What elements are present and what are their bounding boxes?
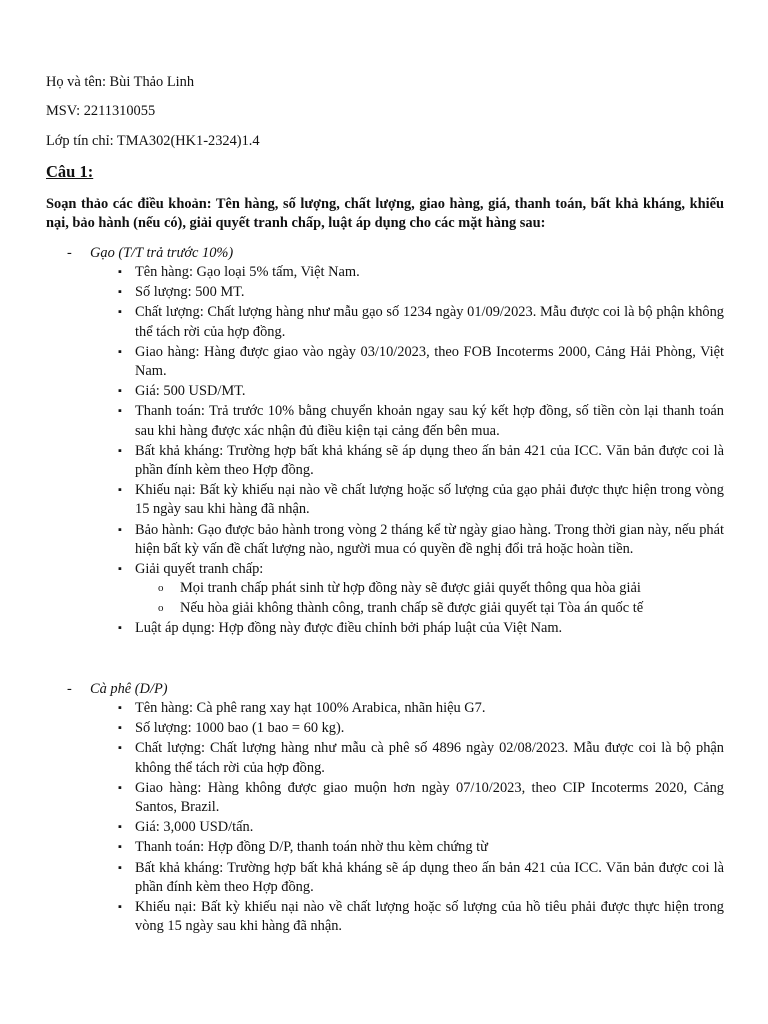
question-task: Soạn thảo các điều khoản: Tên hàng, số lượng, chất lượng, giao hàng, giá, thanh toán, bất khả kháng, khiếu nại, bảo hành (nếu có), giải quyết tranh chấp, luật áp dụng cho các mặt hàng sau: (46, 196, 724, 231)
bullet-icon: ▪ (118, 861, 122, 874)
list-item (158, 579, 724, 598)
list-item (118, 283, 724, 302)
list-item (118, 859, 724, 897)
clause-text: Số lượng: 1000 bao (1 bao = 60 kg). (135, 720, 345, 737)
list-item (118, 699, 724, 718)
clause-text: Bảo hành: Gạo được bảo hành trong vòng 2 tháng kể từ ngày giao hàng. Trong thời gian này, nếu phát hiện bất kỳ vấn đề chất lượng nào, người mua có quyền đề nghị đổi trả hoặc hoàn tiền. (135, 521, 724, 557)
clause-text: Khiếu nại: Bất kỳ khiếu nại nào về chất lượng hoặc số lượng của hồ tiêu phải được thực hiện trong vòng 15 ngày sau khi hàng đã nhận. (135, 899, 724, 935)
clause-text: Giá: 500 USD/MT. (135, 383, 246, 400)
bullet-icon: ▪ (118, 484, 122, 497)
list-item (118, 263, 724, 282)
bullet-icon: ▪ (118, 722, 122, 735)
list-item (118, 303, 724, 341)
bullet-icon: ▪ (118, 345, 122, 358)
list-item (118, 898, 724, 936)
list-item (118, 382, 724, 401)
clause-text: Giao hàng: Hàng được giao vào ngày 03/10/2023, theo FOB Incoterms 2000, Cảng Hải Phòng, Việt Nam. (135, 343, 724, 380)
bullet-icon: ▪ (118, 405, 122, 418)
list-item (118, 560, 724, 618)
rice-clause-list (0, 263, 768, 638)
bullet-icon: ▪ (118, 742, 122, 755)
bullet-icon: ▪ (118, 523, 122, 536)
clause-text: Thanh toán: Hợp đồng D/P, thanh toán nhờ thu kèm chứng từ (135, 839, 488, 856)
clause-text: Chất lượng: Chất lượng hàng như mẫu gạo số 1234 ngày 01/09/2023. Mẫu được coi là bộ phận không thể tách rời của hợp đồng. (135, 304, 724, 340)
list-item (118, 739, 724, 777)
bullet-icon: ▪ (118, 385, 122, 398)
clause-text: Luật áp dụng: Hợp đồng này được điều chỉnh bởi pháp luật của Việt Nam. (135, 620, 563, 637)
dash-marker: - (67, 681, 72, 697)
bullet-icon: ▪ (118, 901, 122, 914)
list-item (118, 481, 724, 519)
list-item (118, 719, 724, 738)
clause-text: Giao hàng: Hàng không được giao muộn hơn ngày 07/10/2023, theo CIP Incoterms 2020, Cảng Santos, Brazil. (135, 779, 724, 816)
clause-text: Giải quyết tranh chấp: (135, 561, 264, 578)
bullet-icon: ▪ (118, 306, 122, 319)
clause-text: Tên hàng: Gạo loại 5% tấm, Việt Nam. (135, 264, 360, 280)
list-item (118, 779, 724, 817)
circle-bullet-icon: o (158, 582, 164, 595)
coffee-clause-list (0, 699, 768, 936)
bullet-icon: ▪ (118, 821, 122, 834)
clause-text: Bất khả kháng: Trường hợp bất khả kháng sẽ áp dụng theo ấn bản 421 của ICC. Văn bản được coi là phần đính kèm theo Hợp đồng. (135, 442, 724, 479)
clause-text: Khiếu nại: Bất kỳ khiếu nại nào về chất lượng hoặc số lượng của gạo phải được thực hiện trong vòng 15 ngày sau khi hàng đã nhận. (135, 482, 724, 518)
bullet-icon: ▪ (118, 563, 122, 576)
section-title-coffee: Cà phê (D/P) (90, 681, 168, 697)
list-item (118, 402, 724, 440)
list-item (158, 599, 724, 618)
circle-bullet-icon: o (158, 601, 164, 614)
subclause-text: Nếu hòa giải không thành công, tranh chấp sẽ được giải quyết tại Tòa án quốc tế (180, 599, 644, 616)
section-header (0, 679, 768, 699)
clause-text: Bất khả kháng: Trường hợp bất khả kháng sẽ áp dụng theo ấn bản 421 của ICC. Văn bản được coi là phần đính kèm theo Hợp đồng. (135, 859, 724, 895)
section-title-rice: Gạo (T/T trả trước 10%) (90, 245, 234, 261)
section-rice (0, 243, 768, 639)
dash-marker: - (67, 245, 72, 261)
bullet-icon: ▪ (118, 781, 122, 794)
question-heading: Câu 1: (46, 162, 94, 181)
dispute-sublist (135, 579, 724, 618)
section-header (0, 243, 768, 263)
section-coffee (0, 679, 768, 937)
list-item (118, 343, 724, 381)
bullet-icon: ▪ (118, 702, 122, 714)
bullet-icon: ▪ (118, 266, 122, 278)
list-item (118, 838, 724, 857)
subclause-text: Mọi tranh chấp phát sinh từ hợp đồng này sẽ được giải quyết thông qua hòa giải (180, 580, 641, 597)
clause-text: Số lượng: 500 MT. (135, 284, 245, 301)
student-name: Họ và tên: Bùi Thảo Linh (46, 74, 195, 90)
clause-text: Tên hàng: Cà phê rang xay hạt 100% Arabica, nhãn hiệu G7. (135, 700, 486, 716)
student-id: MSV: 2211310055 (46, 103, 156, 119)
list-item (118, 619, 724, 638)
bullet-icon: ▪ (118, 622, 122, 635)
list-item (118, 818, 724, 837)
class-code: Lớp tín chỉ: TMA302(HK1-2324)1.4 (46, 133, 260, 149)
clause-text: Thanh toán: Trả trước 10% bằng chuyển khoản ngay sau ký kết hợp đồng, số tiền còn lại thanh toán sau khi hàng được xác nhận đủ điều kiện tại cảng đến bên mua. (135, 403, 724, 439)
clause-text: Chất lượng: Chất lượng hàng như mẫu cà phê số 4896 ngày 02/08/2023. Mẫu được coi là bộ phận không thể tách rời của hợp đồng. (135, 740, 724, 776)
bullet-icon: ▪ (118, 841, 122, 854)
list-item (118, 521, 724, 559)
list-item (118, 442, 724, 480)
bullet-icon: ▪ (118, 286, 122, 299)
bullet-icon: ▪ (118, 444, 122, 457)
clause-text: Giá: 3,000 USD/tấn. (135, 819, 254, 836)
